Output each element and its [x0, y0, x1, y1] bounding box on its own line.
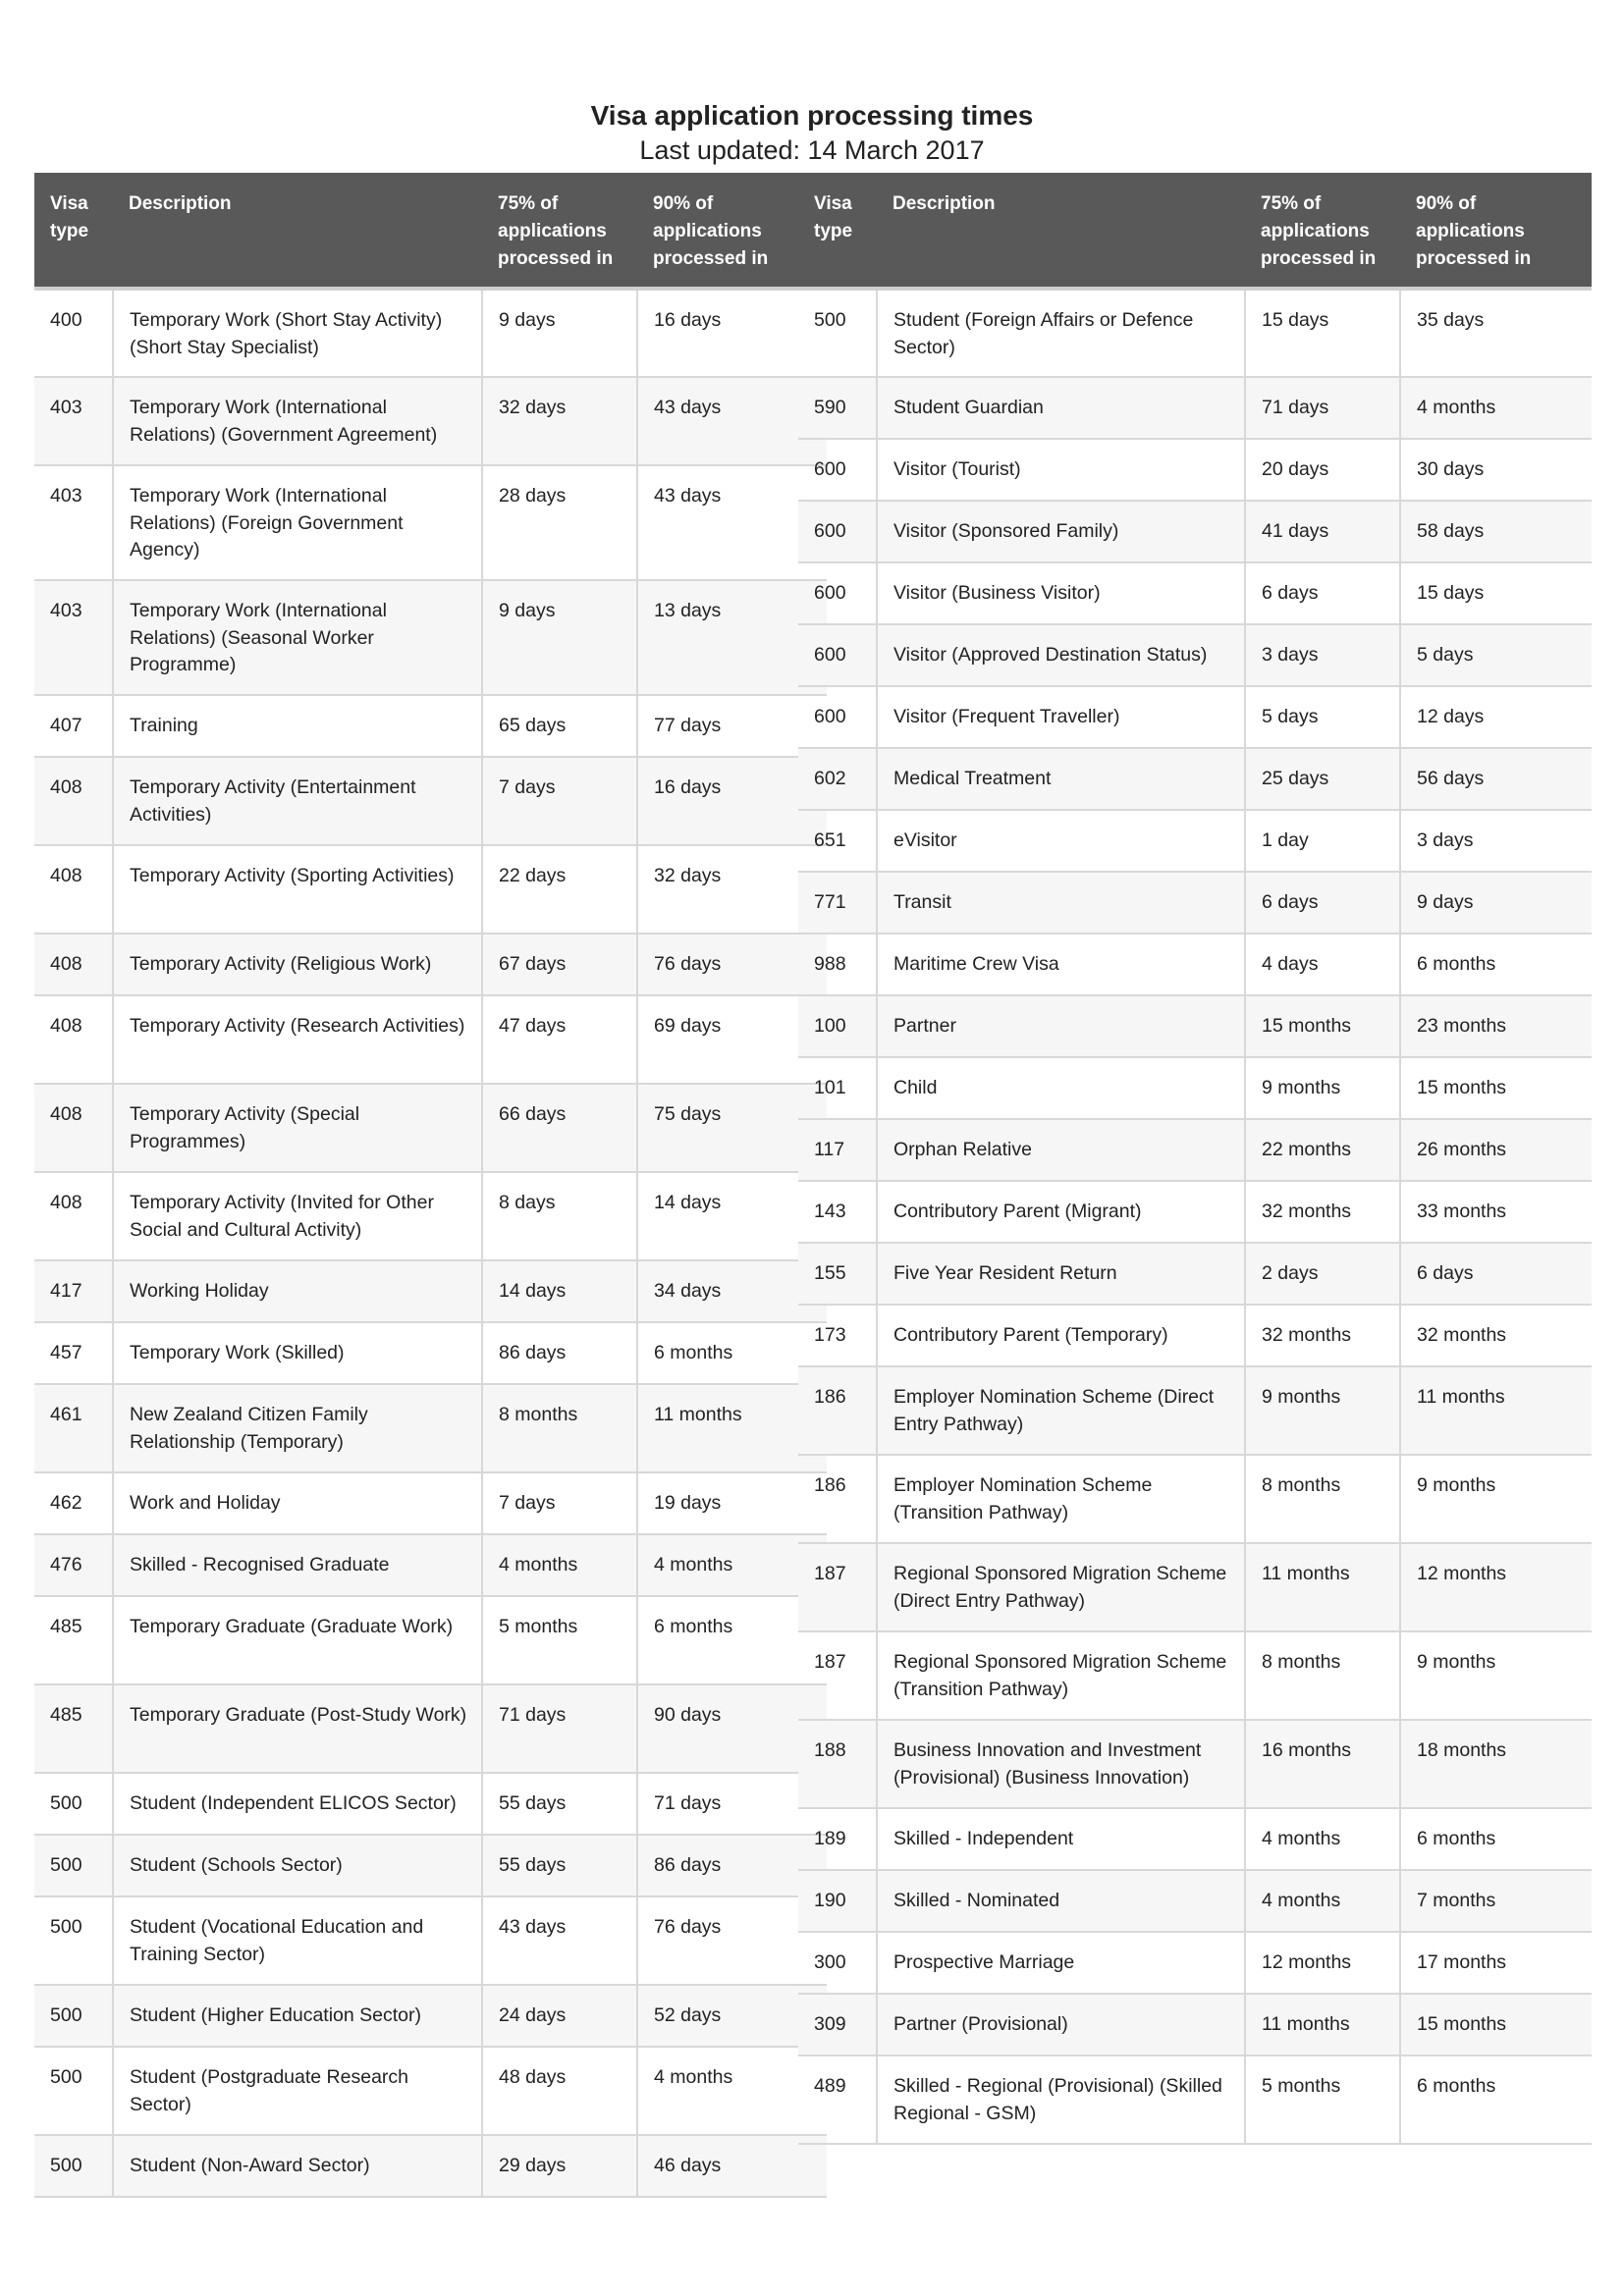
description-cell: Temporary Work (International Relations) (Seasonal Worker Programme): [113, 580, 482, 695]
p75-cell: 16 months: [1245, 1720, 1400, 1808]
table-row: [34, 1384, 827, 1472]
p75-cell: 28 days: [482, 465, 637, 580]
description-cell: Temporary Work (International Relations) (Government Agreement): [113, 377, 482, 465]
p90-cell: 6 months: [1400, 1808, 1592, 1870]
table-row: [798, 1870, 1592, 1932]
table-row: [798, 1243, 1592, 1305]
description-cell: New Zealand Citizen Family Relationship (Temporary): [113, 1384, 482, 1472]
p75-cell: 22 days: [482, 845, 637, 934]
table-row: [34, 1773, 827, 1835]
p90-cell: 90 days: [637, 1684, 827, 1773]
p75-cell: 4 days: [1245, 934, 1400, 995]
table-row: [34, 1322, 827, 1384]
table-row: [798, 1455, 1592, 1543]
p75-cell: 48 days: [482, 2047, 637, 2135]
header-description: Description: [113, 173, 482, 289]
p90-cell: 32 days: [637, 845, 827, 934]
p75-cell: 41 days: [1245, 501, 1400, 562]
p90-cell: 16 days: [637, 757, 827, 845]
table-row: [798, 1932, 1592, 1994]
visa-type-cell: 476: [34, 1534, 113, 1596]
p75-cell: 71 days: [1245, 377, 1400, 439]
visa-type-cell: 155: [798, 1243, 877, 1305]
p90-cell: 12 months: [1400, 1543, 1592, 1631]
p90-cell: 4 months: [637, 1534, 827, 1596]
p90-cell: 4 months: [1400, 377, 1592, 439]
visa-type-cell: 186: [798, 1455, 877, 1543]
visa-type-cell: 117: [798, 1119, 877, 1181]
visa-type-cell: 100: [798, 995, 877, 1057]
p75-cell: 29 days: [482, 2135, 637, 2197]
p90-cell: 43 days: [637, 465, 827, 580]
description-cell: Visitor (Tourist): [877, 439, 1245, 501]
visa-type-cell: 186: [798, 1366, 877, 1455]
visa-type-cell: 771: [798, 872, 877, 934]
p75-cell: 71 days: [482, 1684, 637, 1773]
visa-type-cell: 485: [34, 1684, 113, 1773]
visa-type-cell: 500: [34, 1773, 113, 1835]
table-row: [798, 289, 1592, 377]
p90-cell: 6 months: [637, 1322, 827, 1384]
p75-cell: 5 months: [1245, 2056, 1400, 2144]
table-row: [34, 2047, 827, 2135]
description-cell: Visitor (Approved Destination Status): [877, 624, 1245, 686]
description-cell: Business Innovation and Investment (Provisional) (Business Innovation): [877, 1720, 1245, 1808]
p75-cell: 11 months: [1245, 1994, 1400, 2056]
visa-type-cell: 407: [34, 695, 113, 757]
visa-type-cell: 408: [34, 995, 113, 1084]
p75-cell: 3 days: [1245, 624, 1400, 686]
p90-cell: 11 months: [1400, 1366, 1592, 1455]
p75-cell: 4 months: [482, 1534, 637, 1596]
description-cell: eVisitor: [877, 810, 1245, 872]
visa-type-cell: 143: [798, 1181, 877, 1243]
p75-cell: 9 months: [1245, 1057, 1400, 1119]
visa-type-cell: 600: [798, 562, 877, 624]
table-row: [798, 934, 1592, 995]
p75-cell: 8 days: [482, 1172, 637, 1260]
table-row: [798, 501, 1592, 562]
p90-cell: 9 days: [1400, 872, 1592, 934]
p90-cell: 34 days: [637, 1260, 827, 1322]
p90-cell: 19 days: [637, 1472, 827, 1534]
table-row: [798, 1181, 1592, 1243]
table-row: [34, 1472, 827, 1534]
description-cell: Five Year Resident Return: [877, 1243, 1245, 1305]
description-cell: Transit: [877, 872, 1245, 934]
p75-cell: 4 months: [1245, 1808, 1400, 1870]
description-cell: Visitor (Frequent Traveller): [877, 686, 1245, 748]
p75-cell: 55 days: [482, 1773, 637, 1835]
p90-cell: 6 months: [637, 1596, 827, 1684]
table-row: [798, 377, 1592, 439]
description-cell: Temporary Work (Short Stay Activity) (Short Stay Specialist): [113, 289, 482, 377]
visa-type-cell: 408: [34, 1172, 113, 1260]
left-table: [34, 173, 827, 2198]
p75-cell: 47 days: [482, 995, 637, 1084]
visa-type-cell: 101: [798, 1057, 877, 1119]
p75-cell: 6 days: [1245, 872, 1400, 934]
table-row: [34, 845, 827, 934]
table-row: [34, 465, 827, 580]
visa-type-cell: 309: [798, 1994, 877, 2056]
description-cell: Visitor (Business Visitor): [877, 562, 1245, 624]
p90-cell: 52 days: [637, 1985, 827, 2047]
table-row: [34, 1260, 827, 1322]
p90-cell: 33 months: [1400, 1181, 1592, 1243]
p90-cell: 13 days: [637, 580, 827, 695]
table-row: [34, 580, 827, 695]
description-cell: Regional Sponsored Migration Scheme (Direct Entry Pathway): [877, 1543, 1245, 1631]
description-cell: Employer Nomination Scheme (Direct Entry Pathway): [877, 1366, 1245, 1455]
visa-type-cell: 188: [798, 1720, 877, 1808]
description-cell: Temporary Work (International Relations) (Foreign Government Agency): [113, 465, 482, 580]
description-cell: Student (Independent ELICOS Sector): [113, 1773, 482, 1835]
p90-cell: 23 months: [1400, 995, 1592, 1057]
p90-cell: 18 months: [1400, 1720, 1592, 1808]
p75-cell: 7 days: [482, 1472, 637, 1534]
header-75-percent: 75% of applications processed in: [482, 173, 637, 289]
description-cell: Skilled - Recognised Graduate: [113, 1534, 482, 1596]
table-row: [798, 1720, 1592, 1808]
description-cell: Temporary Activity (Religious Work): [113, 934, 482, 995]
p75-cell: 6 days: [1245, 562, 1400, 624]
description-cell: Child: [877, 1057, 1245, 1119]
description-cell: Visitor (Sponsored Family): [877, 501, 1245, 562]
p75-cell: 1 day: [1245, 810, 1400, 872]
table-row: [798, 686, 1592, 748]
table-row: [34, 1084, 827, 1172]
p90-cell: 77 days: [637, 695, 827, 757]
visa-type-cell: 500: [34, 1985, 113, 2047]
description-cell: Temporary Activity (Invited for Other Social and Cultural Activity): [113, 1172, 482, 1260]
description-cell: Student (Vocational Education and Training Sector): [113, 1896, 482, 1985]
description-cell: Regional Sponsored Migration Scheme (Transition Pathway): [877, 1631, 1245, 1720]
p90-cell: 5 days: [1400, 624, 1592, 686]
p90-cell: 15 months: [1400, 1057, 1592, 1119]
p90-cell: 6 months: [1400, 2056, 1592, 2144]
p75-cell: 4 months: [1245, 1870, 1400, 1932]
visa-type-cell: 403: [34, 377, 113, 465]
p75-cell: 9 days: [482, 289, 637, 377]
p75-cell: 7 days: [482, 757, 637, 845]
p90-cell: 3 days: [1400, 810, 1592, 872]
p90-cell: 56 days: [1400, 748, 1592, 810]
p90-cell: 30 days: [1400, 439, 1592, 501]
description-cell: Contributory Parent (Temporary): [877, 1305, 1245, 1366]
p75-cell: 9 months: [1245, 1366, 1400, 1455]
description-cell: Working Holiday: [113, 1260, 482, 1322]
header-visa-type: Visa type: [798, 173, 877, 289]
table-row: [34, 1684, 827, 1773]
description-cell: Training: [113, 695, 482, 757]
visa-type-cell: 403: [34, 465, 113, 580]
visa-type-cell: 403: [34, 580, 113, 695]
table-row: [34, 1985, 827, 2047]
table-row: [34, 1172, 827, 1260]
visa-type-cell: 500: [34, 2047, 113, 2135]
table-row: [798, 624, 1592, 686]
visa-type-cell: 457: [34, 1322, 113, 1384]
p90-cell: 16 days: [637, 289, 827, 377]
description-cell: Student (Foreign Affairs or Defence Sector): [877, 289, 1245, 377]
page-title: Visa application processing times: [590, 100, 1034, 131]
table-row: [798, 2056, 1592, 2144]
description-cell: Temporary Graduate (Post-Study Work): [113, 1684, 482, 1773]
visa-type-cell: 462: [34, 1472, 113, 1534]
description-cell: Skilled - Regional (Provisional) (Skilled Regional - GSM): [877, 2056, 1245, 2144]
last-updated: Last updated: 14 March 2017: [639, 135, 985, 165]
p90-cell: 11 months: [637, 1384, 827, 1472]
p75-cell: 66 days: [482, 1084, 637, 1172]
table-row: [798, 562, 1592, 624]
table-row: [798, 1994, 1592, 2056]
table-row: [798, 1543, 1592, 1631]
p75-cell: 5 days: [1245, 686, 1400, 748]
p75-cell: 8 months: [1245, 1631, 1400, 1720]
p90-cell: 15 months: [1400, 1994, 1592, 2056]
description-cell: Skilled - Independent: [877, 1808, 1245, 1870]
p90-cell: 14 days: [637, 1172, 827, 1260]
description-cell: Student (Higher Education Sector): [113, 1985, 482, 2047]
table-row: [798, 748, 1592, 810]
description-cell: Temporary Activity (Special Programmes): [113, 1084, 482, 1172]
left-table-body: [34, 289, 827, 2197]
title-block: [0, 98, 1624, 167]
description-cell: Temporary Activity (Sporting Activities): [113, 845, 482, 934]
p90-cell: 26 months: [1400, 1119, 1592, 1181]
visa-type-cell: 600: [798, 439, 877, 501]
p90-cell: 43 days: [637, 377, 827, 465]
description-cell: Skilled - Nominated: [877, 1870, 1245, 1932]
p90-cell: 69 days: [637, 995, 827, 1084]
header-row: [34, 173, 827, 289]
p75-cell: 15 months: [1245, 995, 1400, 1057]
table-row: [798, 810, 1592, 872]
visa-type-cell: 602: [798, 748, 877, 810]
header-75-percent: 75% of applications processed in: [1245, 173, 1400, 289]
header-description: Description: [877, 173, 1245, 289]
description-cell: Temporary Activity (Research Activities): [113, 995, 482, 1084]
p90-cell: 9 months: [1400, 1631, 1592, 1720]
table-row: [798, 1631, 1592, 1720]
p90-cell: 6 days: [1400, 1243, 1592, 1305]
p75-cell: 5 months: [482, 1596, 637, 1684]
p75-cell: 2 days: [1245, 1243, 1400, 1305]
p75-cell: 32 months: [1245, 1181, 1400, 1243]
visa-type-cell: 988: [798, 934, 877, 995]
table-row: [798, 439, 1592, 501]
p75-cell: 20 days: [1245, 439, 1400, 501]
header-90-percent: 90% of applications processed in: [1400, 173, 1592, 289]
p90-cell: 75 days: [637, 1084, 827, 1172]
p90-cell: 86 days: [637, 1835, 827, 1896]
table-row: [34, 1896, 827, 1985]
table-row: [798, 1808, 1592, 1870]
p90-cell: 4 months: [637, 2047, 827, 2135]
p90-cell: 12 days: [1400, 686, 1592, 748]
p75-cell: 86 days: [482, 1322, 637, 1384]
description-cell: Orphan Relative: [877, 1119, 1245, 1181]
visa-type-cell: 500: [34, 1896, 113, 1985]
p75-cell: 12 months: [1245, 1932, 1400, 1994]
header-90-percent: 90% of applications processed in: [637, 173, 827, 289]
p75-cell: 14 days: [482, 1260, 637, 1322]
visa-type-cell: 173: [798, 1305, 877, 1366]
table-row: [34, 2135, 827, 2197]
p75-cell: 55 days: [482, 1835, 637, 1896]
description-cell: Employer Nomination Scheme (Transition Pathway): [877, 1455, 1245, 1543]
table-row: [798, 1057, 1592, 1119]
p90-cell: 32 months: [1400, 1305, 1592, 1366]
visa-type-cell: 485: [34, 1596, 113, 1684]
p90-cell: 76 days: [637, 934, 827, 995]
visa-type-cell: 190: [798, 1870, 877, 1932]
header-visa-type: Visa type: [34, 173, 113, 289]
right-table-body: [798, 289, 1592, 2144]
visa-type-cell: 489: [798, 2056, 877, 2144]
p75-cell: 24 days: [482, 1985, 637, 2047]
p75-cell: 15 days: [1245, 289, 1400, 377]
header-row: [798, 173, 1592, 289]
p90-cell: 17 months: [1400, 1932, 1592, 1994]
p90-cell: 46 days: [637, 2135, 827, 2197]
table-row: [34, 377, 827, 465]
description-cell: Student (Schools Sector): [113, 1835, 482, 1896]
p75-cell: 32 days: [482, 377, 637, 465]
visa-type-cell: 590: [798, 377, 877, 439]
table-row: [34, 1835, 827, 1896]
visa-type-cell: 187: [798, 1543, 877, 1631]
description-cell: Work and Holiday: [113, 1472, 482, 1534]
p75-cell: 43 days: [482, 1896, 637, 1985]
table-row: [34, 757, 827, 845]
p75-cell: 22 months: [1245, 1119, 1400, 1181]
description-cell: Partner: [877, 995, 1245, 1057]
p90-cell: 76 days: [637, 1896, 827, 1985]
visa-type-cell: 651: [798, 810, 877, 872]
table-row: [798, 872, 1592, 934]
p90-cell: 9 months: [1400, 1455, 1592, 1543]
table-row: [798, 1366, 1592, 1455]
visa-type-cell: 300: [798, 1932, 877, 1994]
table-row: [798, 1119, 1592, 1181]
p90-cell: 71 days: [637, 1773, 827, 1835]
visa-type-cell: 187: [798, 1631, 877, 1720]
description-cell: Student Guardian: [877, 377, 1245, 439]
visa-type-cell: 500: [798, 289, 877, 377]
description-cell: Student (Non-Award Sector): [113, 2135, 482, 2197]
description-cell: Prospective Marriage: [877, 1932, 1245, 1994]
description-cell: Medical Treatment: [877, 748, 1245, 810]
description-cell: Temporary Activity (Entertainment Activities): [113, 757, 482, 845]
visa-type-cell: 408: [34, 1084, 113, 1172]
visa-type-cell: 600: [798, 686, 877, 748]
p90-cell: 35 days: [1400, 289, 1592, 377]
description-cell: Maritime Crew Visa: [877, 934, 1245, 995]
description-cell: Temporary Graduate (Graduate Work): [113, 1596, 482, 1684]
visa-type-cell: 408: [34, 845, 113, 934]
visa-type-cell: 408: [34, 934, 113, 995]
p75-cell: 32 months: [1245, 1305, 1400, 1366]
visa-type-cell: 417: [34, 1260, 113, 1322]
p90-cell: 15 days: [1400, 562, 1592, 624]
table-row: [34, 934, 827, 995]
description-cell: Contributory Parent (Migrant): [877, 1181, 1245, 1243]
description-cell: Partner (Provisional): [877, 1994, 1245, 2056]
table-row: [34, 289, 827, 377]
p90-cell: 6 months: [1400, 934, 1592, 995]
description-cell: Student (Postgraduate Research Sector): [113, 2047, 482, 2135]
p90-cell: 58 days: [1400, 501, 1592, 562]
visa-type-cell: 400: [34, 289, 113, 377]
table-row: [34, 1596, 827, 1684]
visa-type-cell: 461: [34, 1384, 113, 1472]
p90-cell: 7 months: [1400, 1870, 1592, 1932]
p75-cell: 8 months: [1245, 1455, 1400, 1543]
p75-cell: 25 days: [1245, 748, 1400, 810]
visa-type-cell: 600: [798, 624, 877, 686]
visa-type-cell: 500: [34, 1835, 113, 1896]
visa-type-cell: 500: [34, 2135, 113, 2197]
visa-type-cell: 408: [34, 757, 113, 845]
table-row: [798, 1305, 1592, 1366]
table-row: [34, 995, 827, 1084]
table-row: [34, 1534, 827, 1596]
p75-cell: 11 months: [1245, 1543, 1400, 1631]
right-table: [798, 173, 1592, 2145]
p75-cell: 67 days: [482, 934, 637, 995]
table-row: [34, 695, 827, 757]
p75-cell: 8 months: [482, 1384, 637, 1472]
visa-type-cell: 189: [798, 1808, 877, 1870]
p75-cell: 9 days: [482, 580, 637, 695]
visa-type-cell: 600: [798, 501, 877, 562]
table-row: [798, 995, 1592, 1057]
p75-cell: 65 days: [482, 695, 637, 757]
description-cell: Temporary Work (Skilled): [113, 1322, 482, 1384]
